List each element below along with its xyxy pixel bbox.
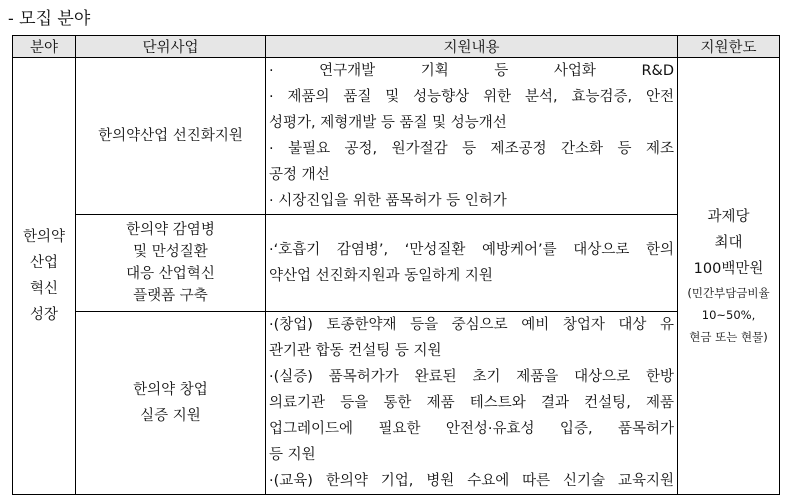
table-row bbox=[13, 58, 780, 215]
content-line: 관기관 합동 컨설팅 등 지원 bbox=[269, 343, 442, 359]
field-line: 혁신 bbox=[29, 281, 58, 297]
content-line: ·‘호흡기 감염병’, ‘만성질환 예방케어’를 대상으로 한의 bbox=[269, 242, 674, 258]
header-limit: 지원한도 bbox=[678, 36, 780, 58]
limit-line: 최대 bbox=[714, 235, 743, 251]
unit-line: 플랫폼 구축 bbox=[133, 288, 208, 304]
content-line: 약산업 선진화지원과 동일하게 지원 bbox=[269, 268, 493, 284]
content-cell bbox=[266, 312, 678, 495]
unit-line: 한의약 감염병 bbox=[126, 222, 215, 238]
limit-cell bbox=[678, 58, 780, 495]
field-cell bbox=[13, 58, 76, 495]
content-line: ·(실증) 품목허가가 완료된 초기 제품을 대상으로 한방 bbox=[269, 369, 674, 385]
limit-amount: 100백만원 bbox=[693, 261, 764, 277]
unit-line: 한의약 창업 bbox=[133, 382, 208, 398]
unit-cell bbox=[76, 215, 266, 312]
section-title: - 모집 분야 bbox=[8, 9, 91, 29]
unit-line: 실증 지원 bbox=[140, 408, 201, 424]
unit-cell bbox=[76, 58, 266, 215]
header-unit: 단위사업 bbox=[76, 36, 266, 58]
unit-cell bbox=[76, 312, 266, 495]
header-row bbox=[13, 36, 780, 58]
content-line: · 연구개발 기획 등 사업화 R&D bbox=[269, 63, 674, 79]
limit-note: 10~50%, bbox=[701, 308, 756, 322]
content-line: ·(교육) 한의약 기업, 병원 수요에 따른 신기술 교육지원 bbox=[269, 473, 674, 489]
header-content: 지원내용 bbox=[266, 36, 678, 58]
limit-note: 현금 또는 현물) bbox=[689, 330, 768, 344]
content-line: 성평가, 제형개발 등 품질 및 성능개선 bbox=[269, 115, 507, 131]
header-field: 분야 bbox=[13, 36, 76, 58]
table-row bbox=[13, 215, 780, 312]
content-line: 등 지원 bbox=[269, 447, 316, 463]
content-line: 의료기관 등을 통한 제품 테스트와 결과 컨설팅, 제품 bbox=[269, 395, 674, 411]
table-row bbox=[13, 312, 780, 495]
content-line: 업그레이드에 필요한 안전성·유효성 입증, 품목허가 bbox=[269, 421, 674, 437]
content-line: · 제품의 품질 및 성능향상 위한 분석, 효능검증, 안전 bbox=[269, 89, 674, 105]
unit-line: 대응 산업혁신 bbox=[126, 266, 215, 282]
content-line: · 불필요 공정, 원가절감 등 제조공정 간소화 등 제조 bbox=[269, 141, 674, 157]
content-line: 공정 개선 bbox=[269, 167, 330, 183]
field-line: 산업 bbox=[29, 255, 58, 271]
limit-line: 과제당 bbox=[707, 209, 750, 225]
field-line: 한의약 bbox=[22, 229, 66, 245]
field-line: 성장 bbox=[29, 307, 58, 323]
unit-line: 및 만성질환 bbox=[133, 244, 208, 260]
unit-line: 한의약산업 선진화지원 bbox=[98, 128, 243, 144]
content-cell bbox=[266, 215, 678, 312]
content-line: · 시장진입을 위한 품목허가 등 인허가 bbox=[269, 193, 507, 209]
content-cell bbox=[266, 58, 678, 215]
content-line: ·(창업) 토종한약재 등을 중심으로 예비 창업자 대상 유 bbox=[269, 317, 674, 333]
recruitment-table bbox=[12, 35, 780, 495]
limit-note: (민간부담금비율 bbox=[687, 286, 770, 300]
